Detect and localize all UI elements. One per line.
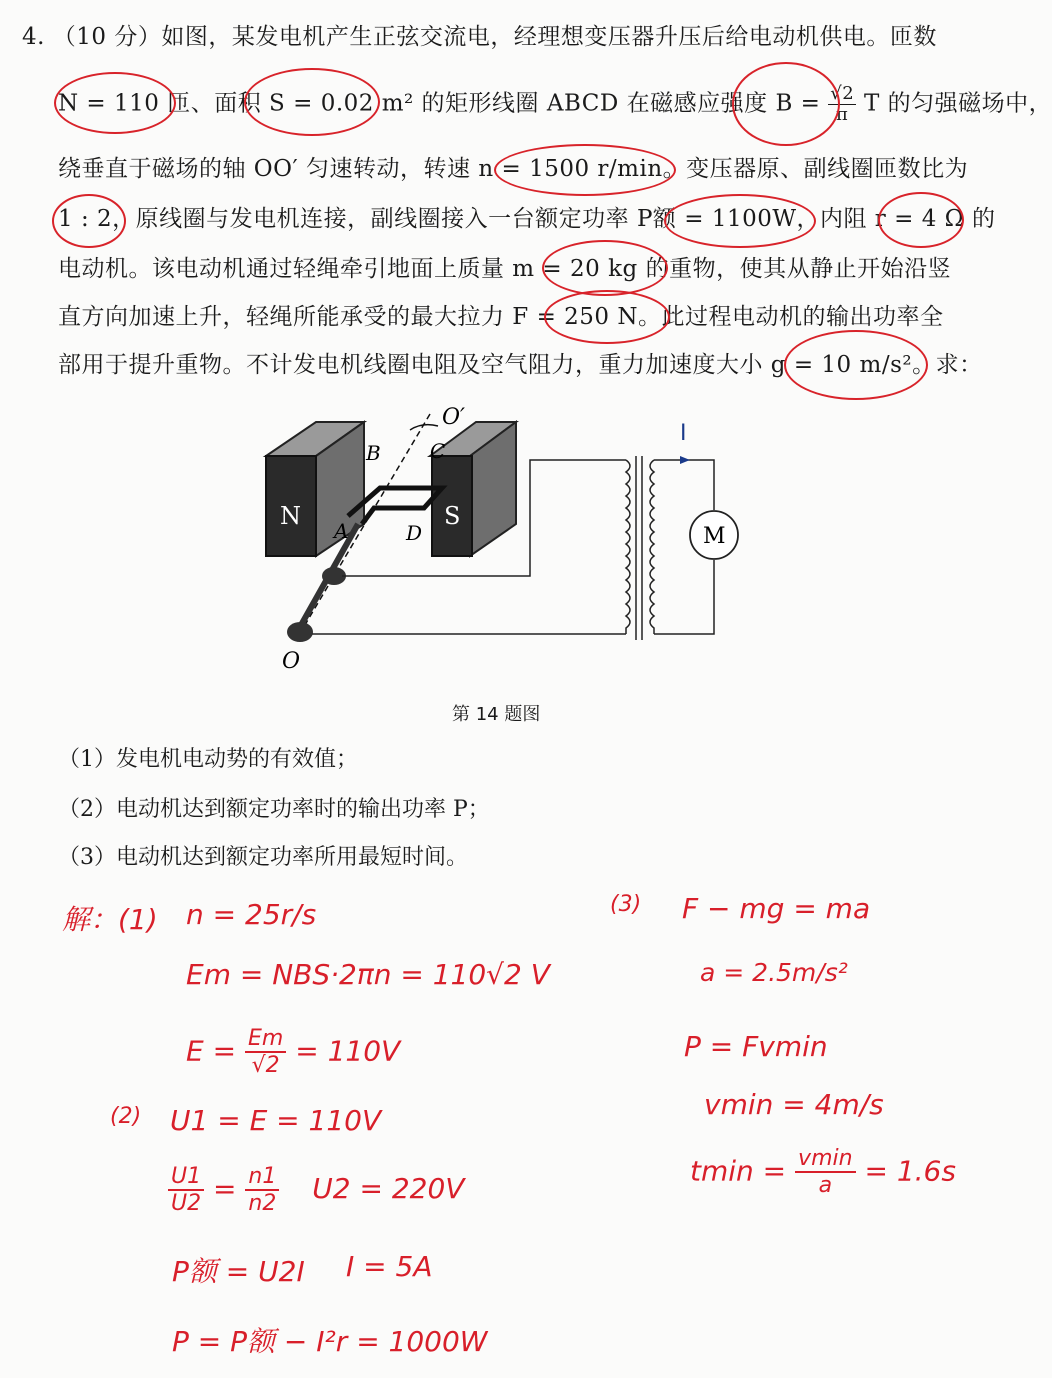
solution-2-p: P额 = U2I — [172, 1255, 305, 1288]
annotation-circle-speed — [494, 144, 676, 196]
problem-line-1: 4. （10 分）如图，某发电机产生正弦交流电，经理想变压器升压后给电动机供电。匝数 — [22, 24, 937, 50]
annotation-circle-m — [542, 240, 668, 296]
label-b: B — [366, 441, 381, 465]
annotation-circle-b — [732, 62, 840, 146]
b-fraction: $\frac{√2}{\pi}$ — [830, 83, 855, 125]
motor-label: M — [703, 524, 726, 549]
solution-2-ratio: $\frac{U1}{U2}$ = $\frac{n1}{n2}$ U2 = 220V — [168, 1164, 464, 1217]
problem-line-2-a: N = 110 匝、面积 S = 0.02 m² 的矩形线圈 ABCD 在磁感应强度 B = — [58, 90, 821, 117]
wire-secondary-bottom — [654, 560, 714, 634]
label-a: A — [334, 519, 349, 543]
solution-prefix: 解：(1) — [62, 903, 158, 936]
solution-2-output: P = P额 − I²r = 1000W — [172, 1325, 488, 1358]
question-2: （2）电动机达到额定功率时的输出功率 P； — [58, 797, 490, 822]
solution-2-label: (2) — [110, 1104, 142, 1129]
problem-line-3: 绕垂直于磁场的轴 OO′ 匀速转动，转速 n = 1500 r/min。变压器原、副线圈匝数比为 — [58, 156, 969, 182]
solution-1-e: E = $\frac{Em}{√2}$ = 110V — [186, 1026, 401, 1079]
rotation-arrow — [410, 425, 438, 430]
solution-3-accel: a = 2.5m/s² — [700, 958, 848, 987]
question-3: （3）电动机达到额定功率所用最短时间。 — [58, 845, 468, 870]
wire-secondary-top — [654, 460, 714, 510]
figure-caption: 第 14 题图 — [452, 704, 541, 725]
solution-2-i: I = 5A — [346, 1250, 433, 1283]
solution-3-power: P = Fvmin — [684, 1030, 828, 1063]
solution-3-label: (3) — [610, 892, 642, 917]
question-1: （1）发电机电动势的有效值； — [58, 747, 358, 772]
annotation-circle-ratio — [52, 194, 126, 248]
transformer-secondary — [650, 460, 654, 634]
problem-line-6: 直方向加速上升，轻绳所能承受的最大拉力 F = 250 N。此过程电动机的输出功率全 — [58, 304, 944, 330]
annotation-circle-n — [54, 72, 176, 134]
solution-3-force: F − mg = ma — [682, 892, 871, 925]
annotation-circle-g — [784, 330, 928, 400]
label-o: O — [282, 649, 301, 674]
annotation-circle-r — [878, 192, 964, 248]
annotation-circle-power — [664, 194, 816, 248]
annotation-circle-f — [544, 290, 670, 344]
s-pole-label: S — [444, 502, 461, 530]
problem-line-7: 部用于提升重物。不计发电机线圈电阻及空气阻力，重力加速度大小 g = 10 m/s²。求： — [58, 352, 983, 378]
problem-line-2-b: T 的匀强磁场中， — [864, 90, 1052, 117]
solution-3-velocity: vmin = 4m/s — [704, 1088, 884, 1121]
solution-1-e-fraction: $\frac{Em}{√2}$ — [245, 1026, 286, 1079]
label-c: C — [430, 439, 446, 463]
solution-3-time: tmin = $\frac{vmin}{a}$ = 1.6s — [690, 1146, 956, 1199]
annotation-circle-s — [244, 68, 380, 136]
label-o-prime: O′ — [442, 405, 466, 430]
current-arrow-icon — [680, 456, 690, 464]
transformer-primary — [626, 460, 630, 634]
solution-1-em: Em = NBS·2πn = 110√2 V — [186, 958, 550, 991]
generator-circuit-diagram — [262, 400, 742, 680]
label-d: D — [406, 521, 423, 545]
problem-line-2 — [58, 84, 1052, 125]
problem-line-4: 1 : 2，原线圈与发电机连接，副线圈接入一台额定功率 P额 = 1100W，内阻 r = 4 Ω 的 — [58, 206, 996, 232]
solution-3-time-fraction: $\frac{vmin}{a}$ — [795, 1146, 856, 1199]
solution-2-u1: U1 = E = 110V — [170, 1104, 382, 1137]
n-pole-label: N — [280, 502, 301, 530]
solution-1-speed: n = 25r/s — [186, 898, 317, 931]
problem-line-5: 电动机。该电动机通过轻绳牵引地面上质量 m = 20 kg 的重物，使其从静止开始沿竖 — [58, 256, 952, 282]
current-label: I — [680, 421, 687, 446]
slip-ring-lower — [287, 622, 313, 642]
